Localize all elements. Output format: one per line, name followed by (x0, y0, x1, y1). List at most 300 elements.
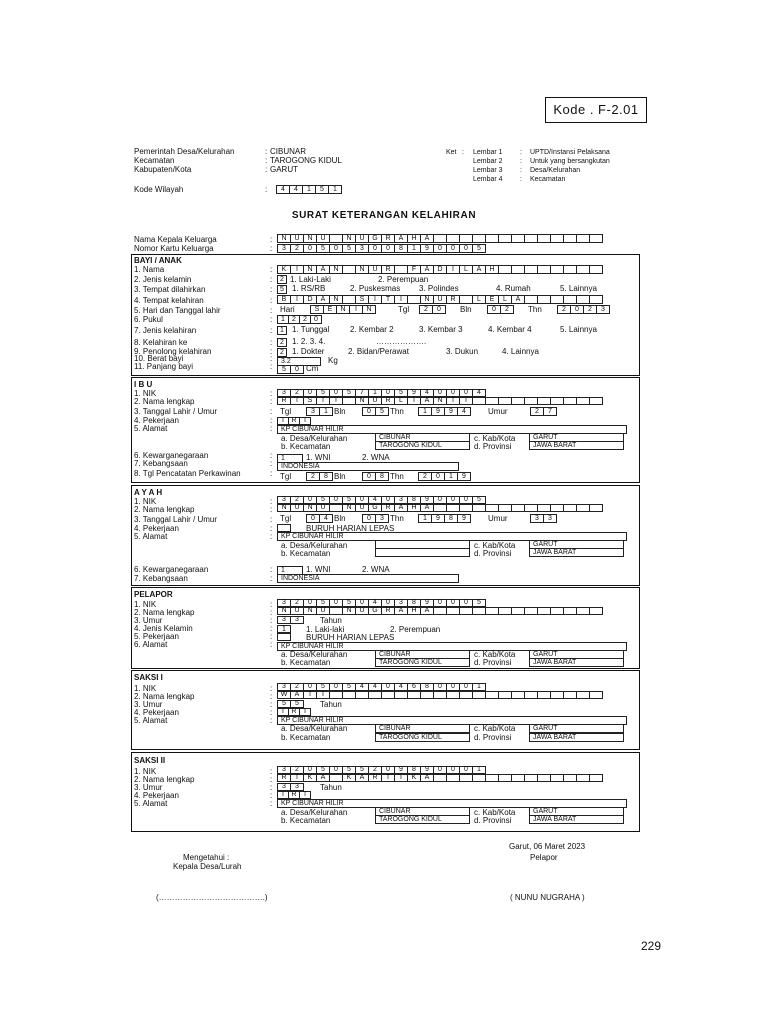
letter-box: 4 (319, 514, 333, 523)
letter-box: 2 (290, 496, 304, 504)
letter-box: 5 (316, 599, 330, 607)
letter-box: G (368, 607, 382, 615)
letter-box: 1 (472, 683, 486, 691)
letter-box: H (485, 265, 499, 274)
lembar-4: Lembar 4 (473, 176, 503, 183)
letter-box: L (394, 397, 408, 405)
letter-box: 3 (394, 599, 408, 607)
section-head-ibu: I B U (134, 380, 153, 389)
letter-box: 5 (316, 244, 330, 253)
letter-box: A (394, 504, 408, 512)
colon: : (520, 167, 522, 174)
letter-box (524, 504, 538, 512)
bayi-penolong-box: 2 (277, 348, 287, 357)
letter-box (524, 295, 538, 304)
letter-box: 4 (394, 683, 408, 691)
field-label: 3. Tempat dilahirkan (134, 285, 206, 294)
letter-box: 3 (277, 616, 291, 624)
letter-box: I (277, 417, 289, 425)
colon: : (520, 149, 522, 156)
letter-box: 1 (302, 185, 316, 194)
colon: : (270, 791, 273, 800)
pelapor-jk-box: 1 (277, 625, 291, 633)
letter-box: 4 (420, 389, 434, 397)
pelapor-nik-boxes (278, 599, 486, 607)
letter-box: 5 (394, 389, 408, 397)
bayi-tempat-opt-3: 3. Polindes (419, 284, 459, 293)
colon: : (270, 416, 273, 425)
letter-box: 3 (394, 496, 408, 504)
saksi2-nama-boxes (278, 774, 603, 782)
letter-box: 0 (433, 496, 447, 504)
saksi1-nama-boxes (278, 691, 603, 699)
thn-label: Thn (390, 472, 404, 481)
ibu-desa-label: a. Desa/Kelurahan (281, 434, 348, 443)
letter-box (459, 691, 473, 699)
field-label: 4. Pekerjaan (134, 708, 179, 717)
ayah-pekerjaan-code (277, 524, 291, 532)
saksi2-pekerjaan-boxes (278, 791, 311, 799)
letter-box: 5 (316, 389, 330, 397)
letter-box (407, 691, 421, 699)
field-label: 4. Pekerjaan (134, 524, 179, 533)
letter-box (407, 295, 421, 304)
ibu-kab: GARUT (529, 433, 624, 442)
letter-box (511, 397, 525, 405)
letter-box: 2 (290, 766, 304, 774)
letter-box: 0 (433, 599, 447, 607)
letter-box: I (316, 691, 330, 699)
letter-box (394, 691, 408, 699)
ibu-bln-boxes (363, 407, 389, 416)
field-label: 2. Nama lengkap (134, 505, 195, 514)
letter-box (498, 774, 512, 782)
letter-box: E (323, 305, 337, 314)
colon: : (265, 185, 268, 194)
letter-box: R (381, 265, 395, 274)
pelapor-alamat: KP CIBUNAR HILIR (277, 642, 627, 651)
kode-wilayah-boxes (277, 185, 342, 194)
letter-box: I (446, 265, 460, 274)
letter-box: L (459, 265, 473, 274)
letter-box: 2 (418, 472, 432, 481)
bayi-ke-dots: ………………. (376, 337, 427, 346)
letter-box: H (407, 607, 421, 615)
colon: : (270, 275, 273, 284)
ibu-tgl-boxes (307, 407, 333, 416)
saksi2-nik-boxes (278, 766, 486, 774)
letter-box: K (303, 774, 317, 782)
umur-label: Umur (488, 514, 508, 523)
pelapor-kab-label: c. Kab/Kota (474, 650, 516, 659)
bayi-jenis-opt-1: 1. Tunggal (292, 325, 330, 334)
letter-box: 3 (290, 783, 304, 791)
lembar-1: Lembar 1 (473, 149, 503, 156)
letter-box: D (303, 295, 317, 304)
letter-box (576, 234, 590, 243)
letter-box: A (355, 774, 369, 782)
lembar-3: Lembar 3 (473, 167, 503, 174)
letter-box: I (368, 295, 382, 304)
letter-box (589, 607, 603, 615)
letter-box: 8 (394, 244, 408, 253)
letter-box: 0 (459, 244, 473, 253)
field-label: 2. Nama lengkap (134, 608, 195, 617)
letter-box: 2 (500, 305, 514, 314)
letter-box: 0 (303, 244, 317, 253)
letter-box: 0 (459, 389, 473, 397)
letter-box (498, 265, 512, 274)
ibu-pekerjaan-boxes (278, 417, 311, 425)
lembar-1-text: UPTD/Instansi Pelaksana (530, 149, 610, 156)
letter-box (576, 691, 590, 699)
ayah-kab: GARUT (529, 540, 624, 549)
ayah-nik-boxes (278, 496, 486, 504)
pelapor-prov: JAWA BARAT (529, 658, 624, 667)
letter-box (368, 691, 382, 699)
letter-box (537, 691, 551, 699)
letter-box: R (381, 234, 395, 243)
letter-box: 0 (459, 496, 473, 504)
letter-box: I (290, 774, 304, 782)
letter-box: N (342, 234, 356, 243)
letter-box: 9 (431, 407, 445, 416)
letter-box: I (394, 774, 408, 782)
letter-box: 4 (355, 683, 369, 691)
letter-box: 3 (277, 766, 291, 774)
bayi-jk-opt1: 1. Laki-Laki (290, 275, 331, 284)
letter-box: A (420, 397, 434, 405)
letter-box: S (355, 295, 369, 304)
letter-box (576, 607, 590, 615)
pelapor-desa-label: a. Desa/Kelurahan (281, 650, 348, 659)
letter-box: 7 (355, 389, 369, 397)
field-label: 8. Kelahiran ke (134, 338, 188, 347)
saksi2-prov: JAWA BARAT (529, 815, 624, 824)
letter-box (446, 691, 460, 699)
letter-box: T (381, 774, 395, 782)
colon: : (270, 700, 273, 709)
colon: : (270, 362, 273, 371)
letter-box: N (355, 397, 369, 405)
bayi-pukul-boxes (278, 315, 322, 324)
letter-box: R (288, 708, 300, 716)
letter-box (511, 607, 525, 615)
ayah-wn-opt2: 2. WNA (362, 565, 390, 574)
letter-box: 5 (342, 244, 356, 253)
letter-box (329, 504, 343, 512)
letter-box: 0 (432, 305, 446, 314)
letter-box (459, 234, 473, 243)
colon: : (270, 640, 273, 649)
header-label-desa: Pemerintah Desa/Kelurahan (134, 147, 235, 156)
field-label: 7. Jenis kelahiran (134, 326, 197, 335)
field-label: 1. Nama (134, 265, 165, 274)
bayi-ke-text: 1. 2. 3. 4. (292, 337, 326, 346)
letter-box: 0 (362, 472, 376, 481)
letter-box: 1 (472, 766, 486, 774)
letter-box (550, 691, 564, 699)
letter-box (446, 504, 460, 512)
letter-box: 3 (306, 407, 320, 416)
letter-box (537, 397, 551, 405)
letter-box: 5 (472, 244, 486, 253)
letter-box: 0 (433, 244, 447, 253)
colon: : (270, 565, 273, 574)
saksi2-tahun: Tahun (320, 783, 342, 792)
letter-box (329, 774, 343, 782)
letter-box (446, 774, 460, 782)
lembar-3-text: Desa/Kelurahan (530, 167, 581, 174)
field-label: 10. Berat bayi (134, 354, 184, 363)
letter-box (485, 607, 499, 615)
letter-box (550, 295, 564, 304)
section-head-saksi-1: SAKSI I (134, 673, 163, 682)
letter-box: U (355, 504, 369, 512)
kk-no-boxes (278, 244, 486, 253)
letter-box (563, 265, 577, 274)
bayi-tempat-opt-4: 4. Rumah (496, 284, 531, 293)
letter-box: T (446, 397, 460, 405)
letter-box: A (420, 607, 434, 615)
saksi1-nik-boxes (278, 683, 486, 691)
field-label: 4. Tempat kelahiran (134, 296, 204, 305)
field-label: 6. Kewarganegaraan (134, 451, 209, 460)
field-label: 2. Nama lengkap (134, 692, 195, 701)
letter-box: 9 (457, 472, 471, 481)
colon: : (270, 608, 273, 617)
ibu-wn-box: 1 (277, 454, 303, 463)
letter-box (563, 234, 577, 243)
letter-box: 0 (459, 683, 473, 691)
saksi1-prov-label: d. Provinsi (474, 733, 512, 742)
letter-box: U (290, 234, 304, 243)
ayah-bln-boxes (363, 514, 389, 523)
letter-box (550, 234, 564, 243)
letter-box: 9 (420, 496, 434, 504)
ayah-prov: JAWA BARAT (529, 548, 624, 557)
letter-box: R (381, 397, 395, 405)
letter-box: 0 (303, 599, 317, 607)
letter-box (381, 691, 395, 699)
letter-box: 9 (394, 766, 408, 774)
field-label: 11. Panjang bayi (134, 362, 194, 371)
bayi-ke-box: 2 (277, 338, 287, 347)
ayah-desa-label: a. Desa/Kelurahan (281, 541, 348, 550)
kepala-signature-line: (………………………………….) (156, 893, 268, 902)
colon: : (270, 574, 273, 583)
letter-box: 0 (381, 244, 395, 253)
letter-box: K (407, 774, 421, 782)
letter-box (355, 691, 369, 699)
colon: : (270, 684, 273, 693)
letter-box (563, 774, 577, 782)
letter-box (485, 397, 499, 405)
bayi-tgl-label: Tgl (398, 305, 410, 314)
field-label: 6. Alamat (134, 640, 168, 649)
letter-box (459, 607, 473, 615)
letter-box (498, 691, 512, 699)
letter-box (433, 774, 447, 782)
letter-box: 0 (381, 766, 395, 774)
letter-box: U (290, 607, 304, 615)
letter-box: T (299, 417, 311, 425)
bayi-tempat-lahir-boxes (278, 295, 603, 304)
saksi1-desa-label: a. Desa/Kelurahan (281, 724, 348, 733)
letter-box: N (303, 234, 317, 243)
letter-box: I (290, 295, 304, 304)
letter-box: R (368, 774, 382, 782)
pelapor-desa: CIBUNAR (375, 650, 470, 659)
letter-box: N (342, 504, 356, 512)
letter-box: 0 (303, 389, 317, 397)
letter-box: A (316, 295, 330, 304)
field-label: 4. Pekerjaan (134, 416, 179, 425)
letter-box: 0 (355, 496, 369, 504)
bayi-bln-label: Bln (460, 305, 472, 314)
colon: : (270, 306, 273, 315)
letter-box: L (498, 295, 512, 304)
letter-box: A (420, 504, 434, 512)
letter-box: 0 (362, 407, 376, 416)
saksi1-desa: CIBUNAR (375, 724, 470, 733)
bayi-jenis-opt-4: 4. Kembar 4 (488, 325, 532, 334)
bayi-hari-boxes (311, 305, 376, 314)
bayi-thn-boxes (558, 305, 610, 314)
letter-box: 4 (368, 496, 382, 504)
kk-nama-boxes (278, 234, 603, 243)
letter-box: G (368, 234, 382, 243)
letter-box (563, 295, 577, 304)
letter-box: N (303, 504, 317, 512)
letter-box: 2 (290, 244, 304, 253)
field-label: 5. Pekerjaan (134, 632, 179, 641)
pelapor-kec: TAROGONG KIDUL (375, 658, 470, 667)
letter-box: 9 (420, 244, 434, 253)
letter-box: I (290, 397, 304, 405)
bayi-tempat-opt-5: 5. Lainnya (560, 284, 597, 293)
colon: : (270, 600, 273, 609)
bayi-penolong-opt-1: 1. Dokter (292, 347, 325, 356)
field-label: 3. Tanggal Lahir / Umur (134, 515, 218, 524)
pelapor-jk-opt1: 1. Laki-laki (306, 625, 345, 634)
bayi-tempat-opt-2: 2. Puskesmas (350, 284, 401, 293)
field-label: 5. Alamat (134, 799, 168, 808)
letter-box: 0 (446, 599, 460, 607)
saksi2-kec: TAROGONG KIDUL (375, 815, 470, 824)
letter-box (342, 691, 356, 699)
tgl-label: Tgl (280, 407, 292, 416)
letter-box: 2 (419, 305, 433, 314)
letter-box: 1 (418, 514, 432, 523)
letter-box: A (472, 265, 486, 274)
letter-box: 1 (277, 315, 289, 324)
bayi-berat-box: 3.2 (277, 357, 321, 366)
letter-box: R (446, 295, 460, 304)
field-label: 7. Kebangsaan (134, 574, 188, 583)
letter-box: 0 (303, 683, 317, 691)
letter-box: 2 (306, 472, 320, 481)
letter-box: 4 (368, 683, 382, 691)
colon: : (270, 389, 273, 398)
letter-box: 0 (329, 683, 343, 691)
bayi-penolong-opt-2: 2. Bidan/Perawat (348, 347, 409, 356)
letter-box: S (303, 397, 317, 405)
ibu-kec-label: b. Kecamatan (281, 442, 331, 451)
ibu-kec: TAROGONG KIDUL (375, 441, 470, 450)
ibu-bangsa: INDONESIA (277, 462, 459, 471)
bayi-berat-unit: Kg (328, 356, 338, 365)
saksi2-prov-label: d. Provinsi (474, 816, 512, 825)
letter-box (537, 504, 551, 512)
bayi-panjang-unit: Cm (306, 364, 319, 373)
letter-box: 0 (381, 496, 395, 504)
letter-box: 0 (368, 244, 382, 253)
umur-label: Umur (488, 407, 508, 416)
saksi1-tahun: Tahun (320, 700, 342, 709)
letter-box: 8 (420, 683, 434, 691)
field-label: 5. Hari dan Tanggal lahir (134, 306, 221, 315)
letter-box (498, 234, 512, 243)
letter-box: 0 (310, 315, 322, 324)
colon: : (270, 775, 273, 784)
pelapor-sign-label: Pelapor (530, 853, 558, 862)
bayi-nama-boxes (278, 265, 603, 274)
letter-box: 0 (329, 766, 343, 774)
letter-box: 8 (375, 472, 389, 481)
pelapor-kec-label: b. Kecamatan (281, 658, 331, 667)
letter-box: I (290, 265, 304, 274)
ayah-wn-opt1: 1. WNI (306, 565, 331, 574)
letter-box (563, 504, 577, 512)
letter-box: 0 (433, 389, 447, 397)
letter-box (550, 265, 564, 274)
bayi-jenis-opt-3: 3. Kembar 3 (419, 325, 463, 334)
letter-box: 5 (342, 389, 356, 397)
letter-box: A (316, 265, 330, 274)
letter-box: 1 (407, 244, 421, 253)
bayi-jk-box: 2 (277, 275, 287, 284)
colon: : (265, 156, 268, 165)
letter-box (433, 504, 447, 512)
letter-box: 5 (375, 407, 389, 416)
letter-box: N (433, 397, 447, 405)
letter-box: 0 (487, 305, 501, 314)
letter-box: 7 (543, 407, 557, 416)
letter-box: 5 (316, 766, 330, 774)
bayi-jenis-opt-5: 5. Lainnya (560, 325, 597, 334)
letter-box: U (433, 295, 447, 304)
ayah-kec-label: b. Kecamatan (281, 549, 331, 558)
letter-box: L (472, 295, 486, 304)
letter-box: 0 (446, 683, 460, 691)
letter-box: 0 (433, 683, 447, 691)
colon: : (270, 708, 273, 717)
letter-box: I (329, 397, 343, 405)
letter-box (459, 504, 473, 512)
letter-box (342, 397, 356, 405)
colon: : (270, 799, 273, 808)
colon: : (270, 783, 273, 792)
ibu-desa: CIBUNAR (375, 433, 470, 442)
letter-box: I (277, 791, 289, 799)
letter-box: 0 (433, 766, 447, 774)
letter-box: 0 (431, 472, 445, 481)
letter-box: N (277, 607, 291, 615)
letter-box (563, 397, 577, 405)
field-label: 2. Nama lengkap (134, 397, 195, 406)
letter-box: 0 (303, 496, 317, 504)
